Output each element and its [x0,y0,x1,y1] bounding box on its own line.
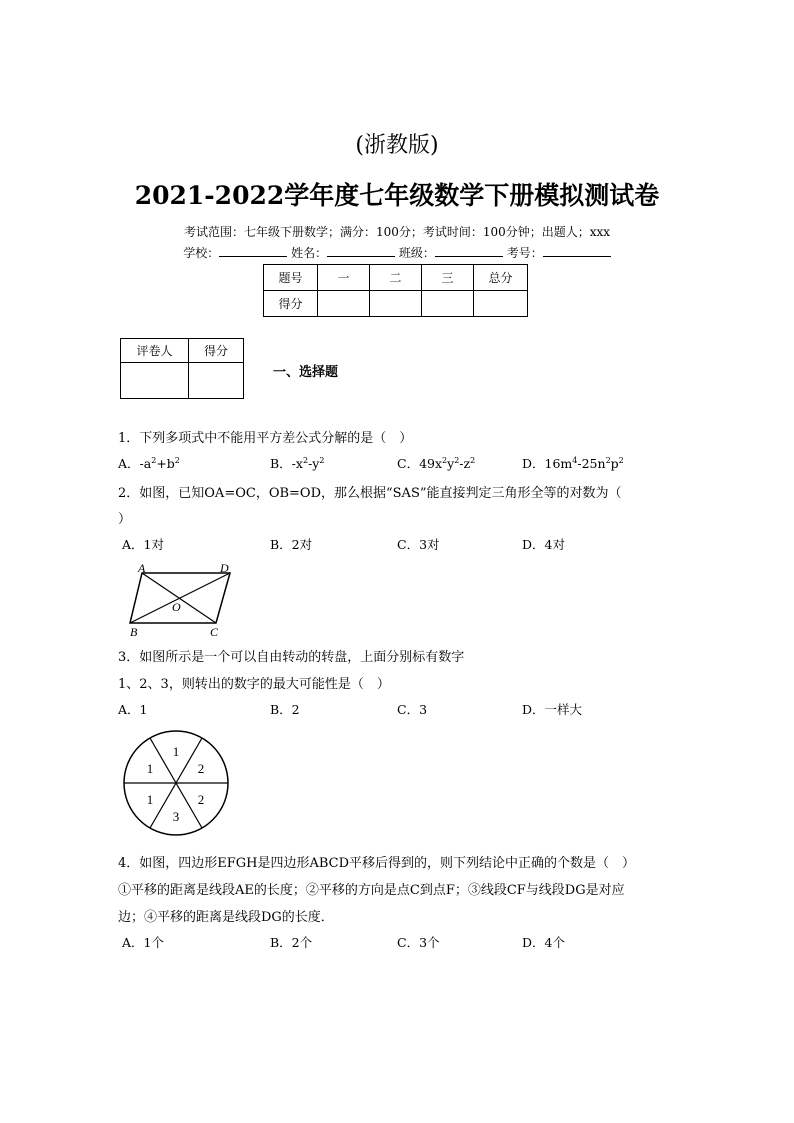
name-blank[interactable] [327,244,395,257]
grader-header-cell: 评卷人 [121,339,189,363]
question-4-option-c[interactable]: C．3个 [397,935,440,950]
exam-number-blank[interactable] [543,244,611,257]
question-3-option-a[interactable]: A．1 [118,702,148,717]
vertex-label-b: B [130,625,138,639]
question-1-option-d[interactable]: D．$16m^4-25n^2p^2$ [522,455,624,471]
score-cell[interactable] [318,291,370,317]
vertex-label-a: A [138,561,146,575]
spinner-figure [120,729,232,837]
edition-label: (浙教版) [355,133,439,158]
question-3-stem-line1: 3．如图所示是一个可以自由转动的转盘，上面分别标有数字 [118,650,465,665]
question-4-option-b[interactable]: B．2个 [270,935,313,950]
score-cell[interactable] [422,291,474,317]
question-2-option-a[interactable]: A．1对 [122,537,164,552]
spinner-number: 2 [197,761,205,776]
score-header-cell: 三 [422,265,474,291]
score-cell[interactable] [474,291,528,317]
vertex-label-d: D [220,561,229,575]
question-1-option-a[interactable]: A．$-a^2+b^2$ [118,455,180,471]
grader-cell[interactable] [189,363,244,399]
score-header-cell: 题号 [264,265,318,291]
question-2-stem-line2: ） [118,512,132,527]
question-2-option-b[interactable]: B．2对 [270,537,313,552]
question-1-stem: 1．下列多项式中不能用平方差公式分解的是（ ） [118,431,413,446]
question-1-option-c[interactable]: C．$49x^2y^2-z^2$ [397,455,476,471]
grader-header-cell: 得分 [189,339,244,363]
exam-info: 考试范围：七年级下册数学；满分：100分；考试时间：100分钟；出题人；xxx [183,225,611,239]
class-blank[interactable] [435,244,503,257]
grader-cell[interactable] [121,363,189,399]
section-heading: 一、选择题 [273,365,339,380]
score-cell[interactable] [370,291,422,317]
question-4-stem-line1: 4．如图，四边形EFGH是四边形ABCD平移后得到的，则下列结论中正确的个数是（ ） [118,856,636,871]
page-title: 2021-2022学年度七年级数学下册模拟测试卷 [134,181,660,210]
exam-number-label: 考号： [506,246,543,260]
school-label: 学校： [183,246,220,260]
center-label-o: O [172,600,181,614]
spinner-number: 1 [146,761,154,776]
score-row-label: 得分 [264,291,318,317]
question-3-option-c[interactable]: C．3 [397,702,428,717]
spinner-number: 1 [172,744,180,759]
question-3-stem-line2: 1、2、3，则转出的数字的最大可能性是（ ） [118,677,390,692]
spinner-number: 3 [172,809,180,824]
question-2-option-c[interactable]: C．3对 [397,537,440,552]
score-header-cell: 总分 [474,265,528,291]
score-header-cell: 二 [370,265,422,291]
school-blank[interactable] [219,244,287,257]
question-3-option-b[interactable]: B．2 [270,702,300,717]
question-1-option-b[interactable]: B．$-x^2-y^2$ [270,455,325,471]
score-header-cell: 一 [318,265,370,291]
question-2-stem-line1: 2．如图，已知OA=OC，OB=OD，那么根据“SAS”能直接判定三角形全等的对数为（ [118,486,622,501]
question-4-option-d[interactable]: D．4个 [522,935,565,950]
student-info-fields [0,244,794,261]
question-2-option-d[interactable]: D．4对 [522,537,565,552]
question-4-option-a[interactable]: A．1个 [122,935,164,950]
grader-table [120,338,244,399]
question-4-stem-line3: 边；④平移的距离是线段DG的长度． [118,910,334,925]
spinner-number: 2 [197,792,205,807]
question-3-option-d[interactable]: D．一样大 [522,702,583,717]
score-table [263,264,528,317]
spinner-number: 1 [146,792,154,807]
question-4-stem-line2: ①平移的距离是线段AE的长度；②平移的方向是点C到点F；③线段CF与线段DG是对应 [118,883,625,898]
class-label: 班级： [398,246,435,260]
name-label: 姓名： [291,246,328,260]
parallelogram-figure [124,560,240,640]
vertex-label-c: C [210,625,219,639]
